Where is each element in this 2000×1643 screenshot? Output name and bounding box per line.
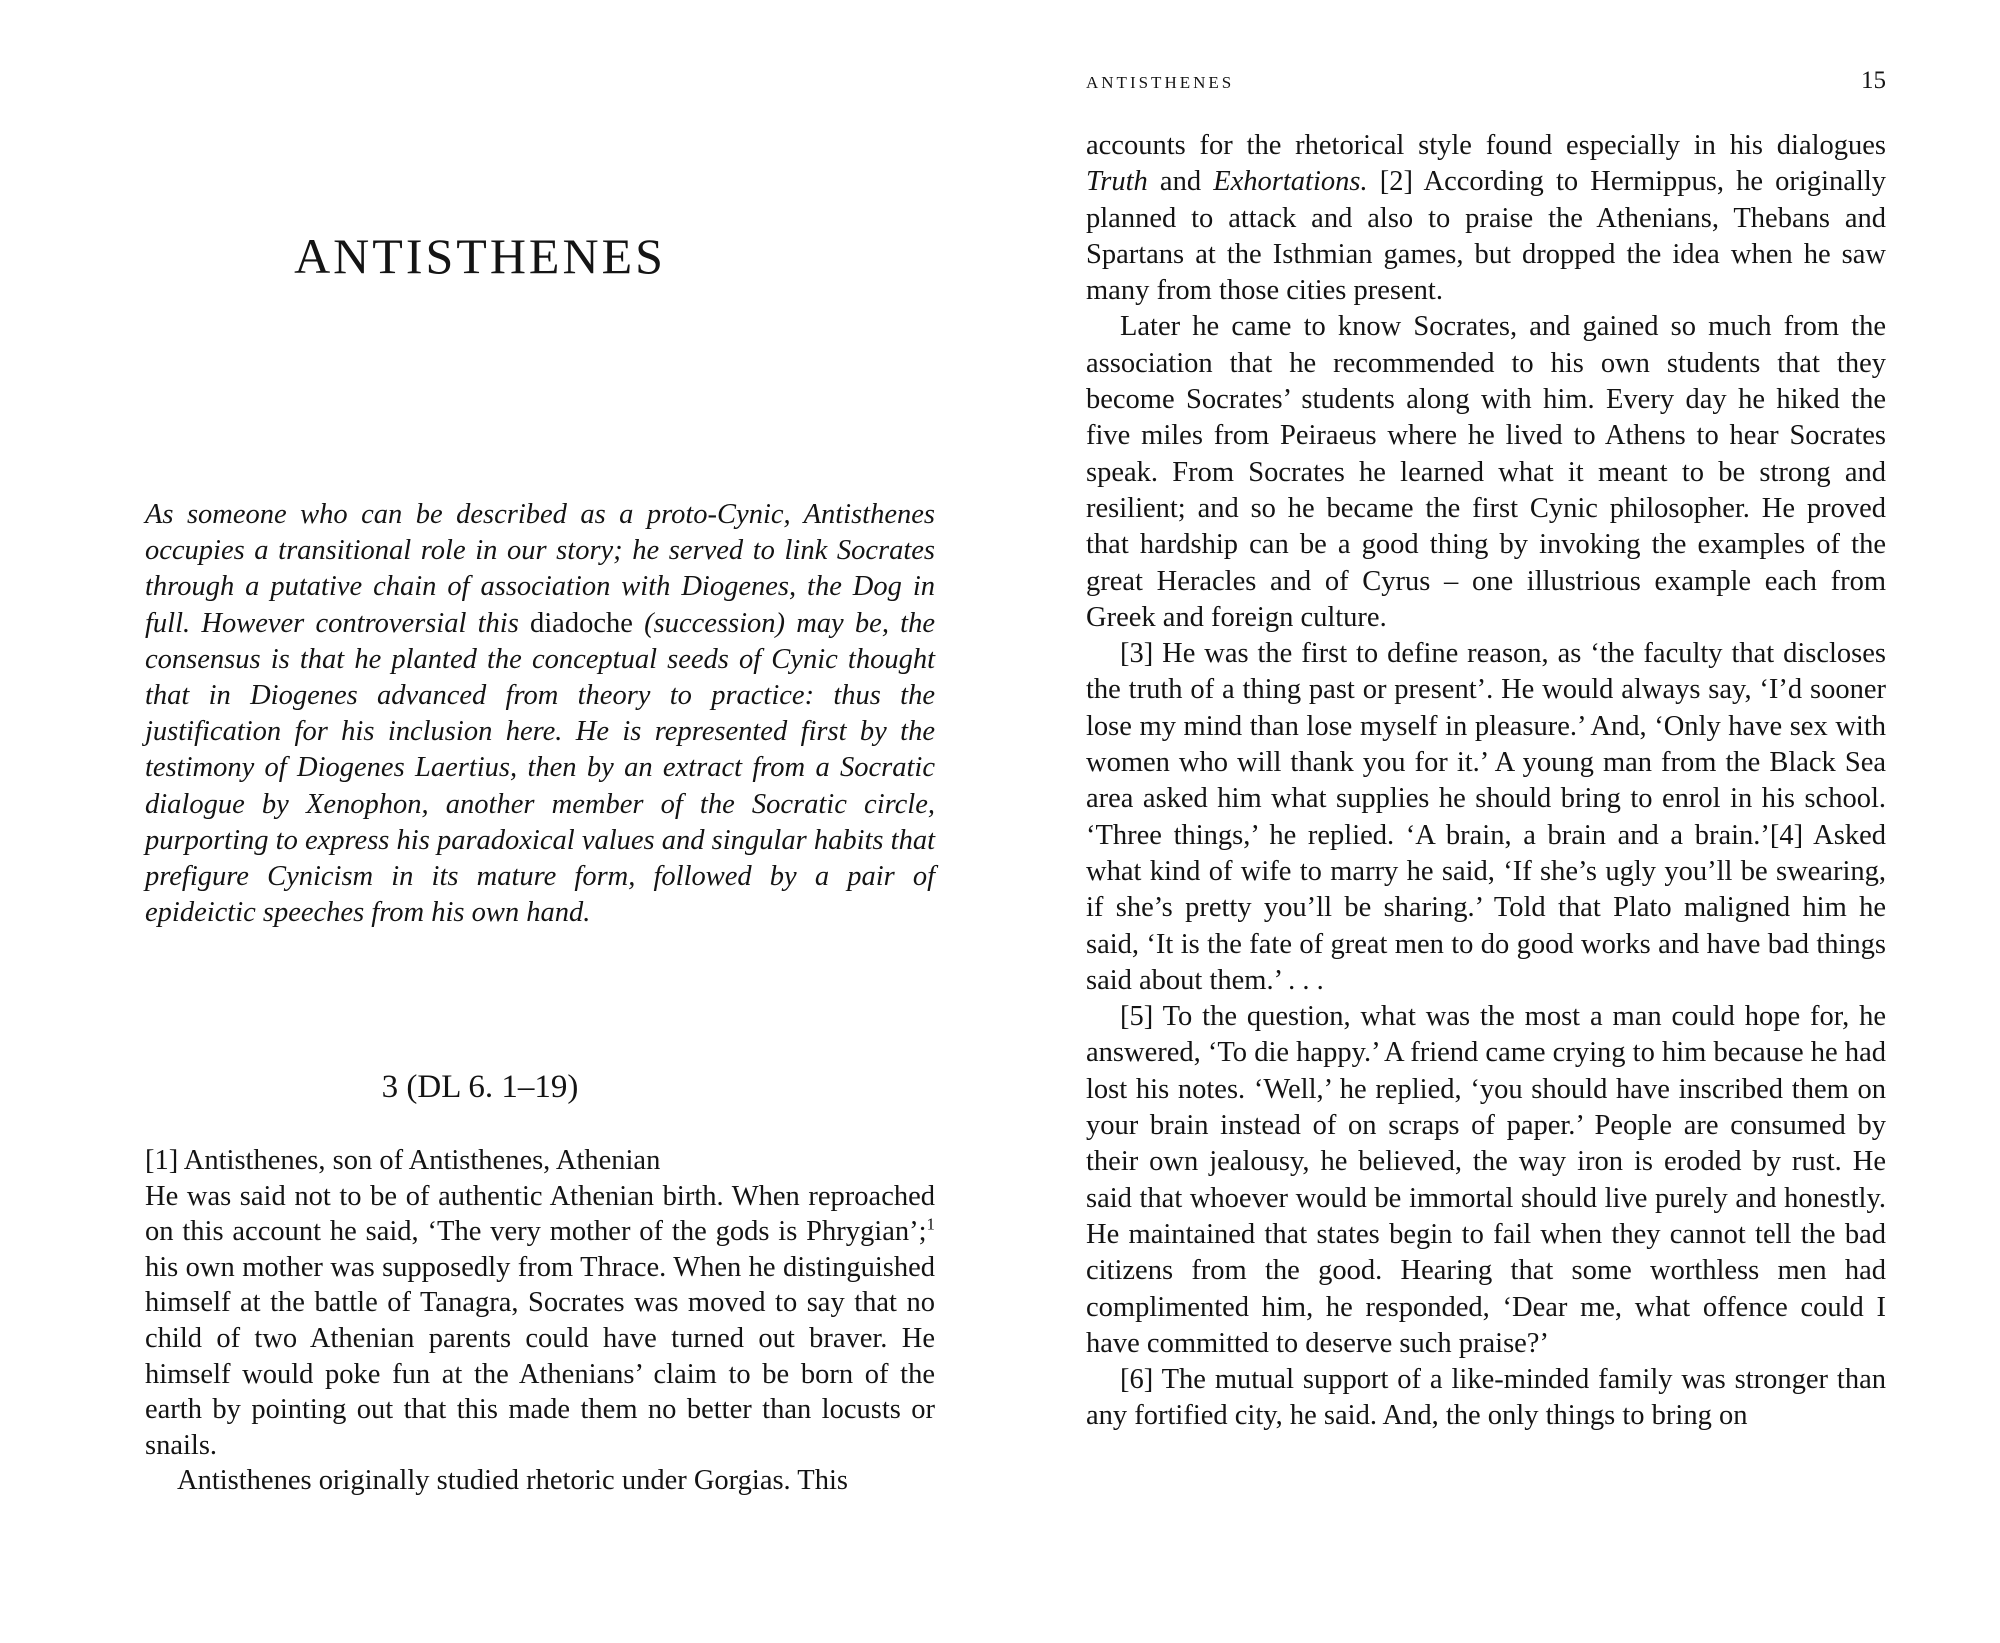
body-paragraph-2: Antisthenes originally studied rhetoric under Gorgias. This [177,1465,848,1497]
body-paragraph-1-text-b: his own mother was supposedly from Thrace. When he distinguished himself at the battle of Tanagra, Socrates was moved to say that no child of two Athenian parents could have turned out braver. He himself would poke fun at the Athenians’ claim to be born of the earth by pointing out that this made them no better than locusts or snails. [145,1251,935,1461]
body-paragraph-1 [145,1179,935,1464]
entry-heading-line: [1] Antisthenes, son of Antisthenes, Athenian [145,1145,661,1176]
right-paragraph-2: Later he came to know Socrates, and gained so much from the association that he recommended to his own students that they become Socrates’ students along with him. Every day he hiked the five miles from Peiraeus where he lived to Athens to hear Socrates speak. From Socrates he learned what it meant to be strong and resilient; and so he became the first Cynic philosopher. He proved that hardship can be a good thing by invoking the examples of the great Heracles and of Cyrus – one illustrious example each from Greek and foreign culture. [1086,311,1886,633]
right-paragraph-1 [1086,128,1886,309]
right-paragraph-3: [3] He was the first to define reason, as ‘the faculty that discloses the truth of a thing past or present’. He would always say, ‘I’d sooner lose my mind than lose myself in pleasure.’ And, ‘Only have sex with women who will thank you for it.’ A young man from the Black Sea area asked him what supplies he should bring to enrol in his school. ‘Three things,’ he replied. ‘A brain, a brain and a brain.’[4] Asked what kind of wife to marry he said, ‘If she’s ugly you’ll be swearing, if she’s pretty you’ll be sharing.’ Told that Plato maligned him he said, ‘It is the fate of great men to do good works and have bad things said about them.’ . . . [1086,638,1886,996]
body-paragraph-1-text-a: He was said not to be of authentic Athenian birth. When reproached on this account he said, ‘The very mother of the gods is Phrygian’; [145,1180,935,1248]
right-paragraph-4: [5] To the question, what was the most a man could hope for, he answered, ‘To die happy.’ A friend came crying to him because he had lost his notes. ‘Well,’ he replied, ‘you should have inscribed them on your brain instead of on scraps of paper.’ People are consumed by their own jealousy, he believed, the way iron is eroded by rust. He said that whoever would be immortal should live purely and honestly. He maintained that states begin to fail when they cannot tell the bad citizens from the good. Hearing that some worthless men had complimented him, he responded, ‘Dear me, what offence could I have committed to deserve such praise?’ [1086,1001,1886,1359]
running-head: ANTISTHENES [1086,73,1235,92]
intro-text-part-2: (succession) may be, the consensus is that he planted the conceptual seeds of Cynic thought that in Diogenes advanced from theory to practice: thus the justification for his inclusion here. He is represented first by the testimony of Diogenes Laertius, then by an extract from a Socratic dialogue by Xenophon, another member of the Socratic circle, purporting to express his paradoxical values and singular habits that prefigure Cynicism in its mature form, followed by a pair of epideictic speeches from his own hand. [145,607,935,929]
intro-text-part-1: As someone who can be described as a proto-Cynic, Antisthenes occupies a transitional role in our story; he served to link Socrates through a putative chain of association with Diogenes, the Dog in full. However controversial this [145,499,935,639]
right-paragraph-5: [6] The mutual support of a like-minded family was stronger than any fortified city, he said. And, the only things to bring on [1086,1364,1886,1432]
right-paragraph-1-text-c: [2] According to Hermippus, he originally planned to attack and also to praise the Athenians, Thebans and Spartans at the Isthmian games, but dropped the idea when he saw many from those cities present. [1086,166,1886,307]
right-body-text [1086,128,1886,1435]
footnote-marker[interactable]: 1 [926,1214,935,1234]
page-number: 15 [1861,67,1886,94]
chapter-introduction [145,497,935,931]
right-paragraph-1-text-b: and [1147,166,1214,198]
section-heading: 3 (DL 6. 1–19) [381,1069,579,1105]
right-page [1000,0,2000,1643]
work-title-exhortations: Exhortations. [1213,166,1368,198]
chapter-title: ANTISTHENES [294,228,666,284]
intro-term-diadoche: diadoche [530,607,633,639]
left-body-text [145,1143,935,1499]
right-paragraph-1-text-a: accounts for the rhetorical style found especially in his dialogues [1086,130,1886,161]
work-title-truth: Truth [1086,166,1148,198]
